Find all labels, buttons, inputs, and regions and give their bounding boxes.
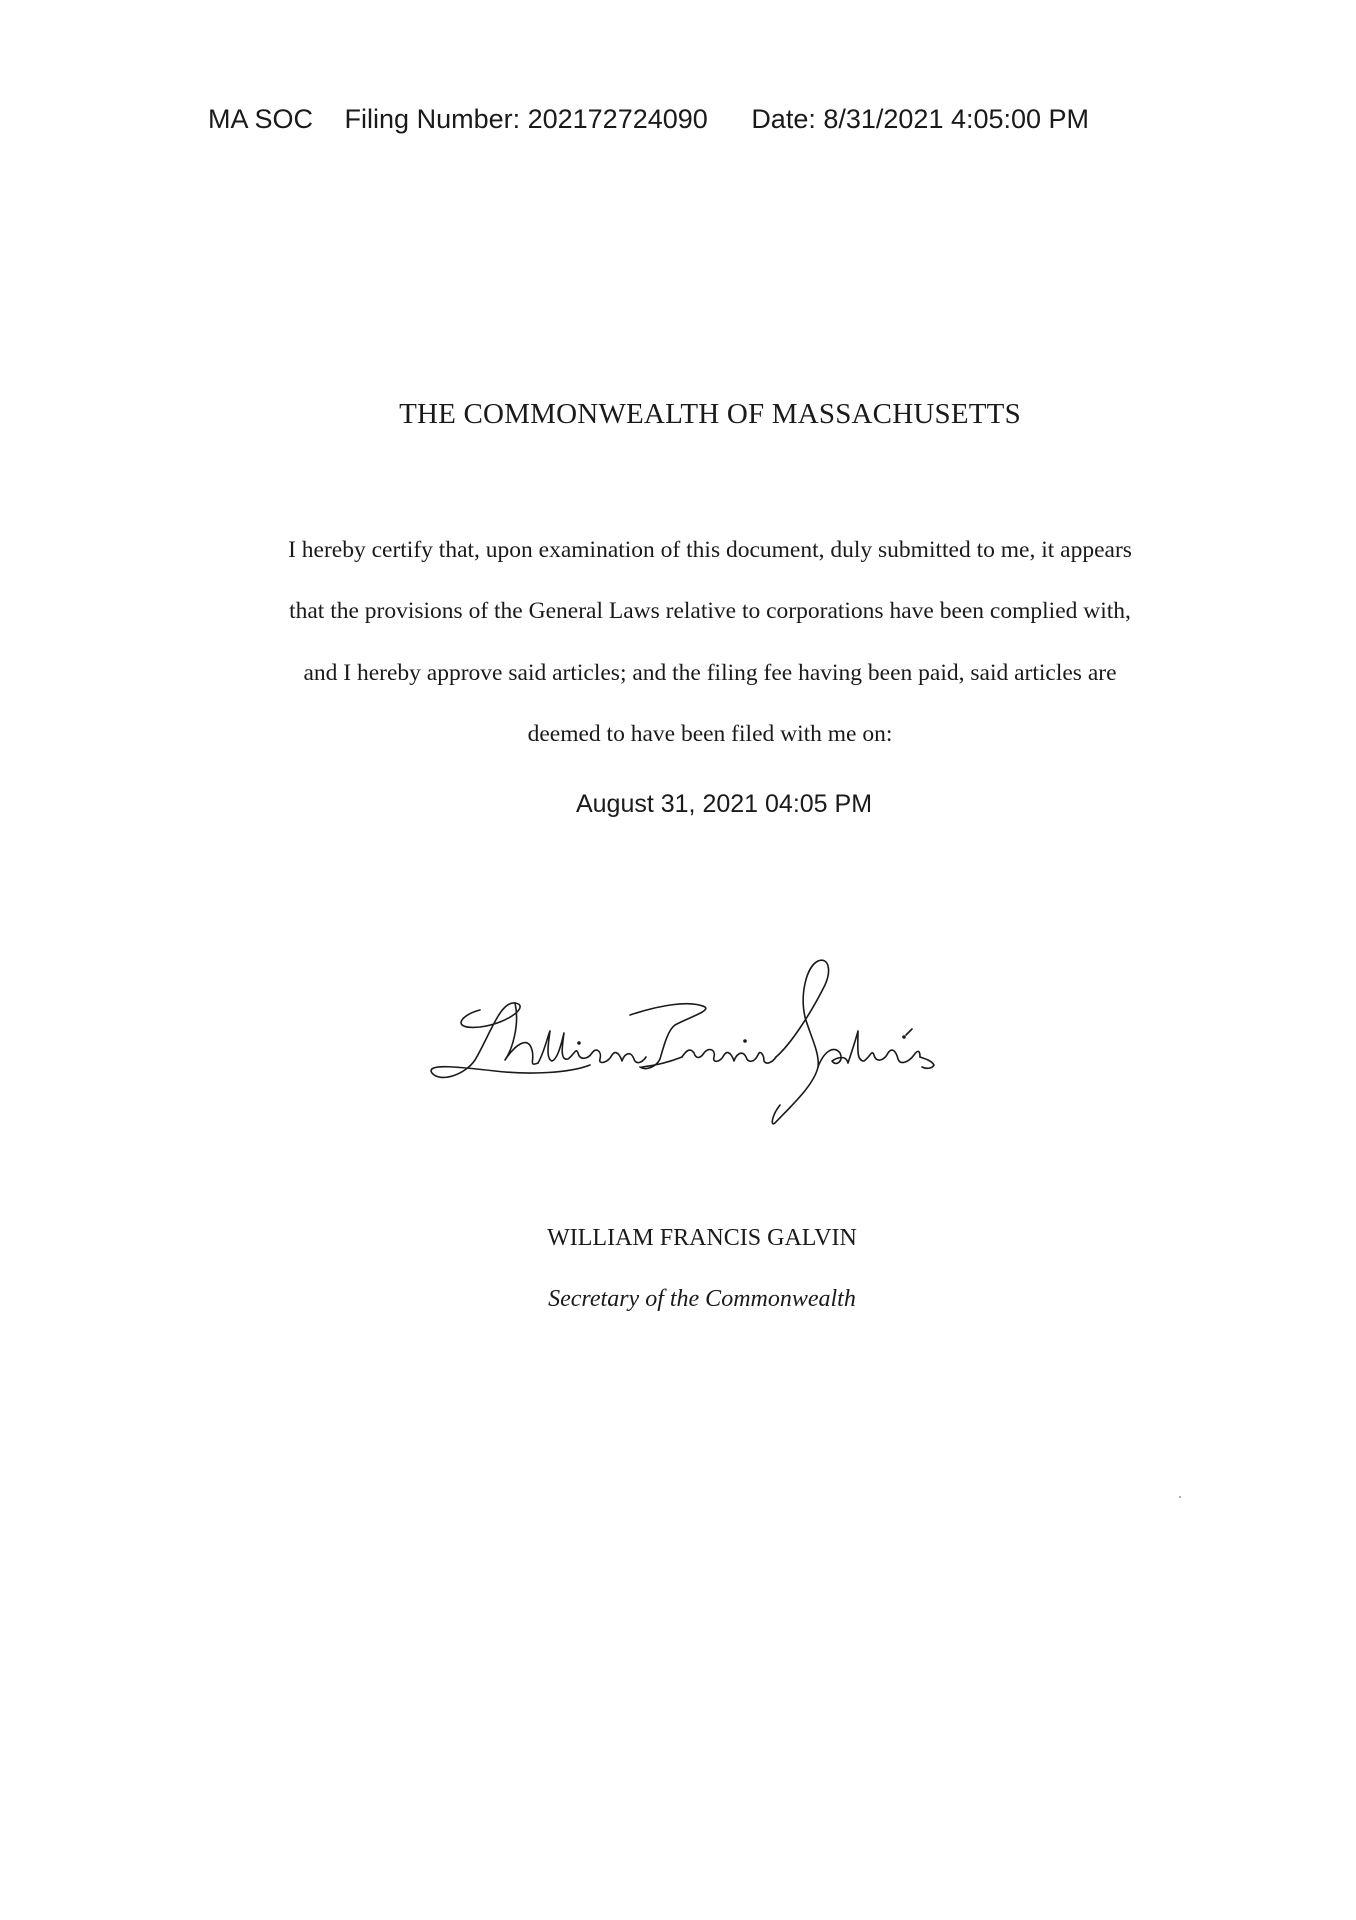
- scan-speck: [1179, 1496, 1181, 1498]
- filing-date: Date: 8/31/2021 4:05:00 PM: [751, 104, 1090, 134]
- filing-header: [208, 104, 1089, 135]
- certificate-body-line-4: deemed to have been filed with me on:: [527, 721, 893, 747]
- agency-code: MA SOC: [208, 104, 314, 134]
- signer-title: Secretary of the Commonwealth: [548, 1286, 856, 1312]
- filed-date: August 31, 2021 04:05 PM: [575, 790, 873, 818]
- certificate-body-line-3: and I hereby approve said articles; and the filing fee having been paid, said articles are: [303, 660, 1117, 686]
- certificate-body-line-2: that the provisions of the General Laws relative to corporations have been complied with,: [289, 598, 1131, 624]
- certificate-title: THE COMMONWEALTH OF MASSACHUSETTS: [399, 398, 1021, 430]
- certificate-body-line-1: I hereby certify that, upon examination of this document, duly submitted to me, it appears: [288, 537, 1132, 563]
- filing-number: Filing Number: 202172724090: [344, 104, 708, 134]
- signer-name: WILLIAM FRANCIS GALVIN: [547, 1225, 857, 1251]
- signature-image: [420, 955, 1020, 1130]
